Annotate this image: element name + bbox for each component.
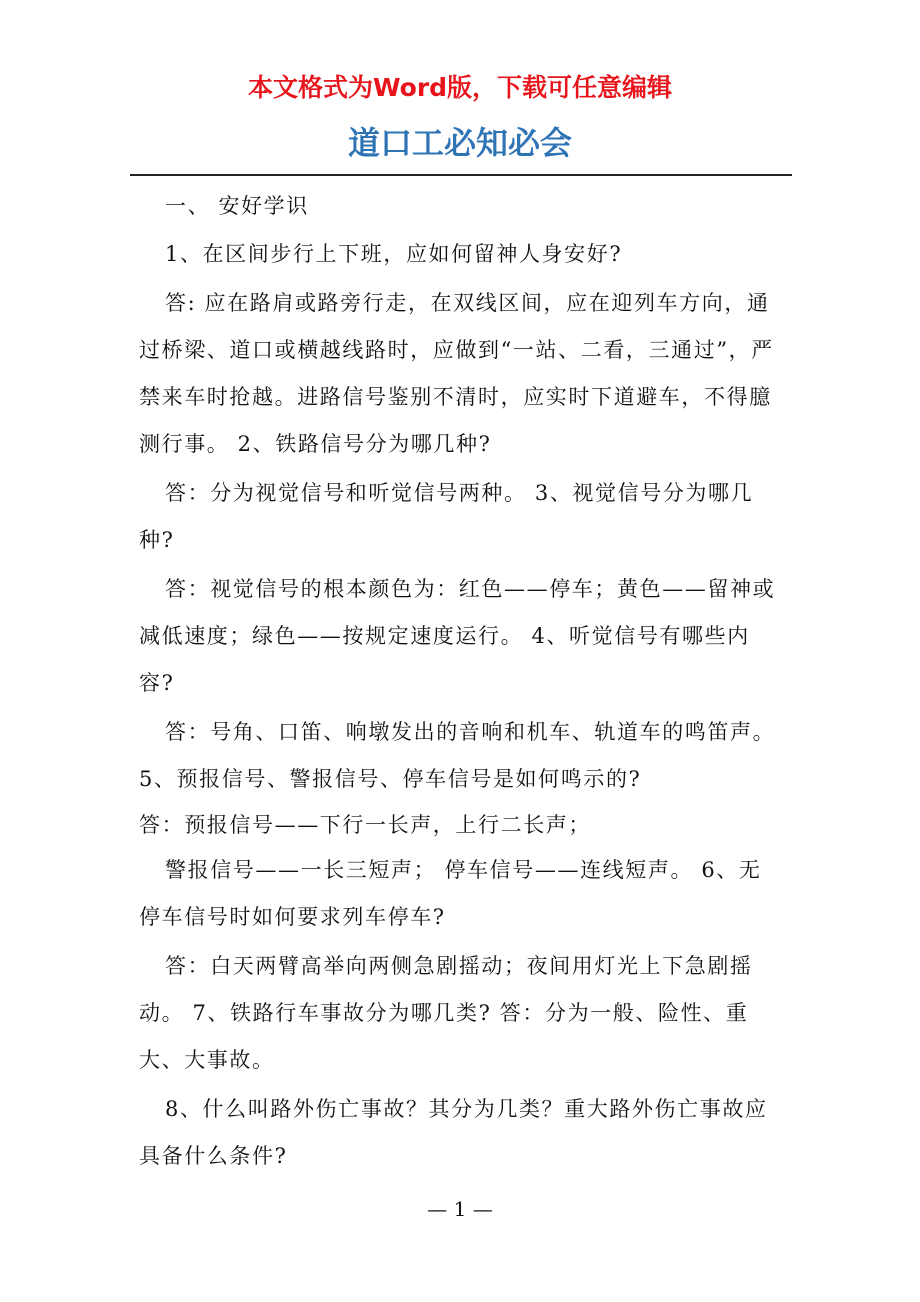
paragraph: 答：视觉信号的根本颜色为：红色——停车；黄色——留神或减低速度；绿色——按规定速度运行。 4、听觉信号有哪些内容? (139, 577, 776, 695)
document-body (139, 184, 783, 1182)
section-heading: 一、 安好学识 (165, 194, 309, 218)
paragraph: 答：白天两臂高举向两侧急剧摇动；夜间用灯光上下急剧摇动。 7、铁路行车事故分为哪几类? 答：分为一般、险性、重大、大事故。 (139, 954, 753, 1072)
title-divider (130, 174, 792, 176)
paragraph: 答: 应在路肩或路旁行走，在双线区间，应在迎列车方向，通过桥梁、道口或横越线路时，应做到“一站、二看，三通过”，严禁来车时抢越。进路信号鉴别不清时，应实时下道避车，不得臆测行事。 2、铁路信号分为哪几种? (139, 291, 774, 456)
paragraph: 答：号角、口笛、响墩发出的音响和机车、轨道车的鸣笛声。 5、预报信号、警报信号、停车信号是如何鸣示的? (139, 720, 776, 791)
paragraph: 8、什么叫路外伤亡事故？其分为几类？重大路外伤亡事故应具备什么条件? (139, 1097, 768, 1168)
paragraph: 警报信号——一长三短声； 停车信号——连线短声。 6、无停车信号时如何要求列车停车? (139, 858, 762, 929)
paragraph: 答：分为视觉信号和听觉信号两种。 3、视觉信号分为哪几种? (139, 481, 754, 552)
document-title: 道口工必知必会 (347, 124, 572, 162)
word-format-notice: 本文格式为Word版，下载可任意编辑 (247, 73, 673, 102)
paragraph: 1、在区间步行上下班，应如何留神人身安好? (165, 242, 623, 266)
page-number: — 1 — (427, 1197, 493, 1221)
paragraph: 答：预报信号——下行一长声，上行二长声； (139, 813, 591, 837)
